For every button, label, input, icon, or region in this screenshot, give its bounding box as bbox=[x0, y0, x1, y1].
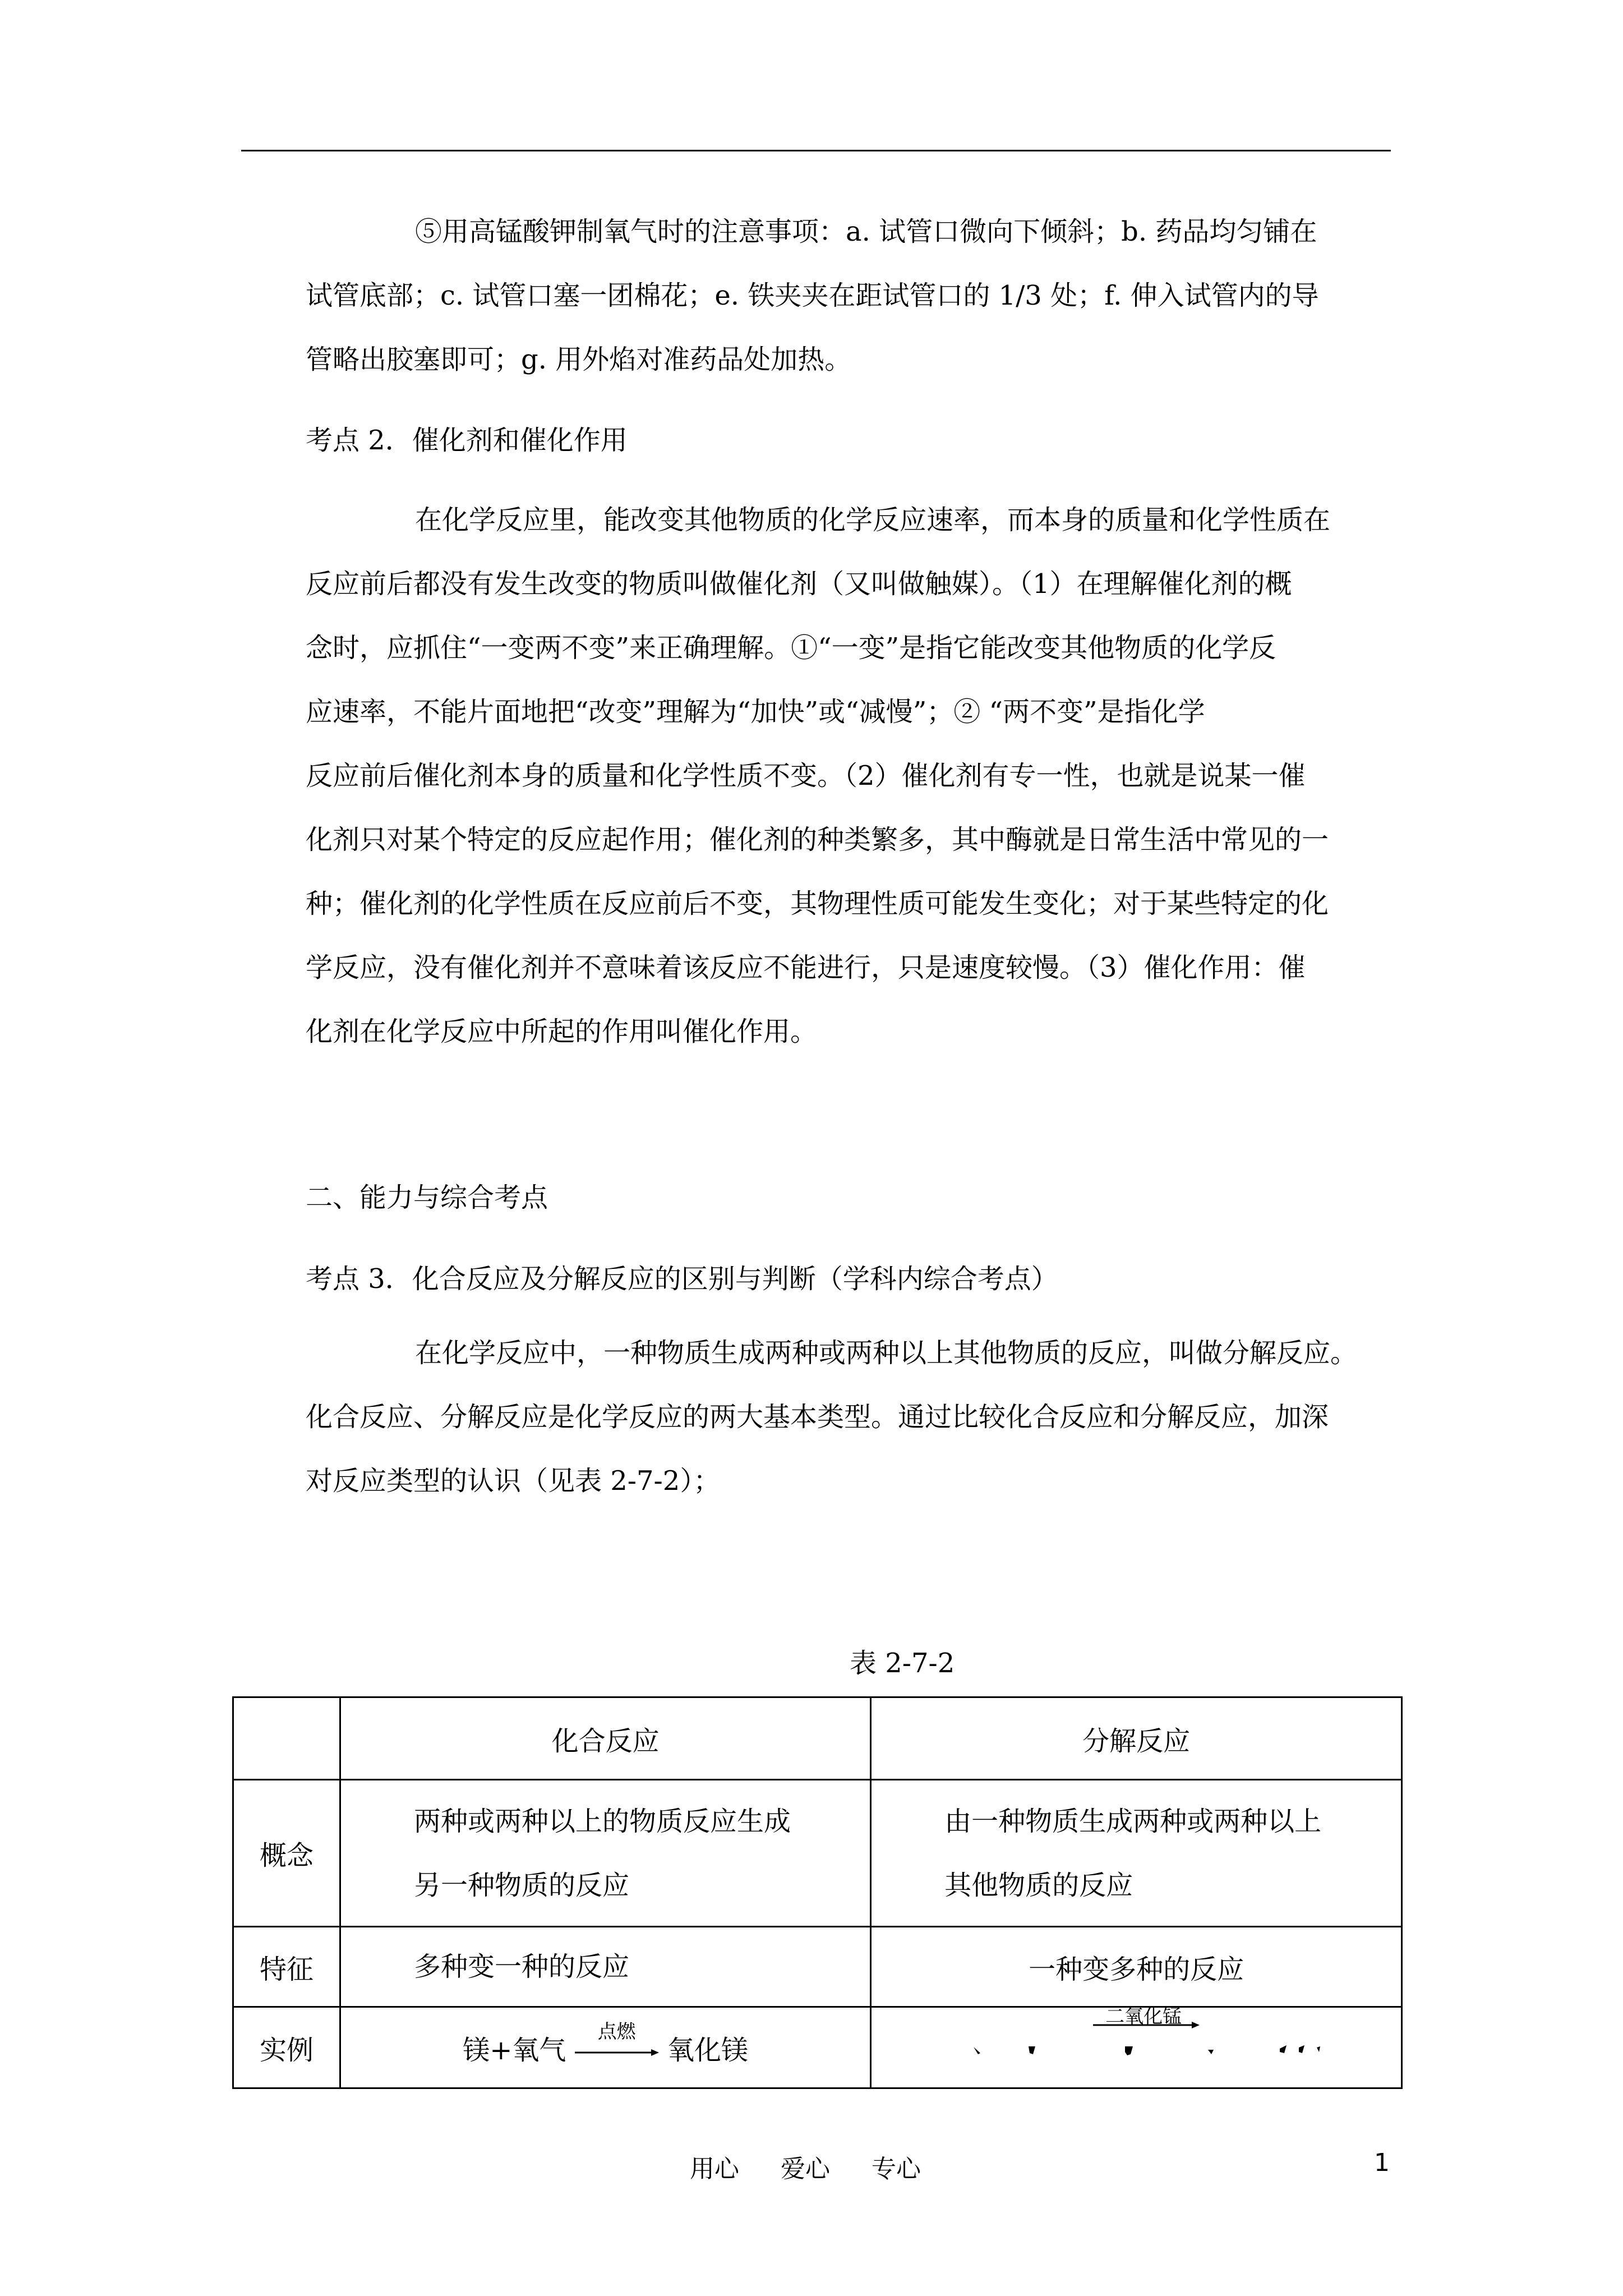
cell-text-line: 其他物质的反应 bbox=[944, 1869, 1133, 1901]
reaction-condition: 点燃 bbox=[597, 2021, 636, 2043]
text-line: 管略出胶塞即可；g. 用外焰对准药品处加热。 bbox=[306, 344, 852, 375]
cell-concept-combination bbox=[340, 1780, 870, 1927]
heading-part-2: 二、能力与综合考点 bbox=[306, 1182, 548, 1213]
footer-item: 专心 bbox=[872, 2155, 921, 2183]
text-line: 反应前后都没有发生改变的物质叫做催化剂（又叫做触媒）。（1）在理解催化剂的概 bbox=[306, 568, 1292, 600]
cell-text-line: 另一种物质的反应 bbox=[413, 1869, 629, 1901]
text-line: 应速率，不能片面地把“改变”理解为“加快”或“减慢”；② “两不变”是指化学 bbox=[306, 696, 1205, 728]
page-number: 1 bbox=[1374, 2148, 1390, 2177]
header-cell-combination: 化合反应 bbox=[340, 1697, 870, 1780]
arrow-right-icon bbox=[575, 2049, 659, 2056]
equation-magnesium-oxygen bbox=[463, 2021, 748, 2067]
text-line: 在化学反应中，一种物质生成两种或两种以上其他物质的反应，叫做分解反应。 bbox=[415, 1337, 1358, 1369]
reactants: 镁+氧气 bbox=[463, 2034, 566, 2066]
text-line: 试管底部；c. 试管口塞一团棉花；e. 铁夹夹在距试管口的 1/3 处；f. 伸入试管内的导 bbox=[306, 280, 1319, 311]
comparison-table bbox=[232, 1696, 1403, 2089]
arrow-right-icon bbox=[1093, 2021, 1200, 2029]
text-line: 化剂在化学反应中所起的作用叫催化作用。 bbox=[306, 1016, 818, 1047]
row-label-example: 实例 bbox=[233, 2007, 340, 2088]
cell-text-line: 由一种物质生成两种或两种以上 bbox=[944, 1805, 1322, 1837]
footer-item: 爱心 bbox=[781, 2155, 830, 2183]
footer-motto bbox=[690, 2148, 955, 2184]
cell-example-combination bbox=[340, 2007, 870, 2088]
table-header-row bbox=[233, 1697, 1402, 1780]
footer-item: 用心 bbox=[690, 2155, 739, 2183]
text-line: 对反应类型的认识（见表 2-7-2）； bbox=[306, 1465, 721, 1497]
table-row-feature bbox=[233, 1927, 1402, 2007]
garbled-glyph-fragments bbox=[972, 2044, 1365, 2067]
text-line: ⑤用高锰酸钾制氧气时的注意事项：a. 试管口微向下倾斜；b. 药品均匀铺在 bbox=[415, 216, 1317, 247]
header-rule bbox=[241, 150, 1391, 151]
row-label-concept: 概念 bbox=[233, 1780, 340, 1927]
product: 氧化镁 bbox=[667, 2034, 748, 2066]
heading-kaodian-3: 考点 3．化合反应及分解反应的区别与判断（学科内综合考点） bbox=[306, 1263, 1058, 1295]
table-row-concept bbox=[233, 1780, 1402, 1927]
paragraph-catalyst bbox=[306, 488, 1391, 1064]
header-cell-empty bbox=[233, 1697, 340, 1780]
table-row-example bbox=[233, 2007, 1402, 2088]
cell-feature-decomposition: 一种变多种的反应 bbox=[871, 1927, 1402, 2007]
cell-text-line: 两种或两种以上的物质反应生成 bbox=[413, 1805, 791, 1837]
text-line: 种；催化剂的化学性质在反应前后不变，其物理性质可能发生变化；对于某些特定的化 bbox=[306, 888, 1329, 919]
text-line: 念时，应抓住“一变两不变”来正确理解。①“一变”是指它能改变其他物质的化学反 bbox=[306, 632, 1276, 664]
row-label-feature: 特征 bbox=[233, 1927, 340, 2007]
text-line: 化合反应、分解反应是化学反应的两大基本类型。通过比较化合反应和分解反应，加深 bbox=[306, 1401, 1329, 1433]
text-line: 反应前后催化剂本身的质量和化学性质不变。（2）催化剂有专一性，也就是说某一催 bbox=[306, 760, 1306, 792]
cell-concept-decomposition bbox=[871, 1780, 1402, 1927]
cell-example-decomposition bbox=[871, 2007, 1402, 2088]
header-cell-decomposition: 分解反应 bbox=[871, 1697, 1402, 1780]
reaction-arrow bbox=[575, 2021, 659, 2065]
paragraph-reaction-types bbox=[306, 1321, 1391, 1513]
cell-feature-combination: 多种变一种的反应 bbox=[340, 1927, 870, 2007]
text-line: 学反应，没有催化剂并不意味着该反应不能进行，只是速度较慢。（3）催化作用：催 bbox=[306, 952, 1306, 983]
paragraph-potassium-permanganate-notes bbox=[306, 200, 1391, 392]
table-caption: 表 2-7-2 bbox=[850, 1648, 955, 1679]
text-line: 在化学反应里，能改变其他物质的化学反应速率，而本身的质量和化学性质在 bbox=[415, 504, 1331, 536]
decomp-condition: 二氧化锰 bbox=[1105, 2005, 1182, 2028]
text-line: 化剂只对某个特定的反应起作用；催化剂的种类繁多，其中酶就是日常生活中常见的一 bbox=[306, 824, 1329, 855]
heading-kaodian-2: 考点 2．催化剂和催化作用 bbox=[306, 425, 628, 456]
